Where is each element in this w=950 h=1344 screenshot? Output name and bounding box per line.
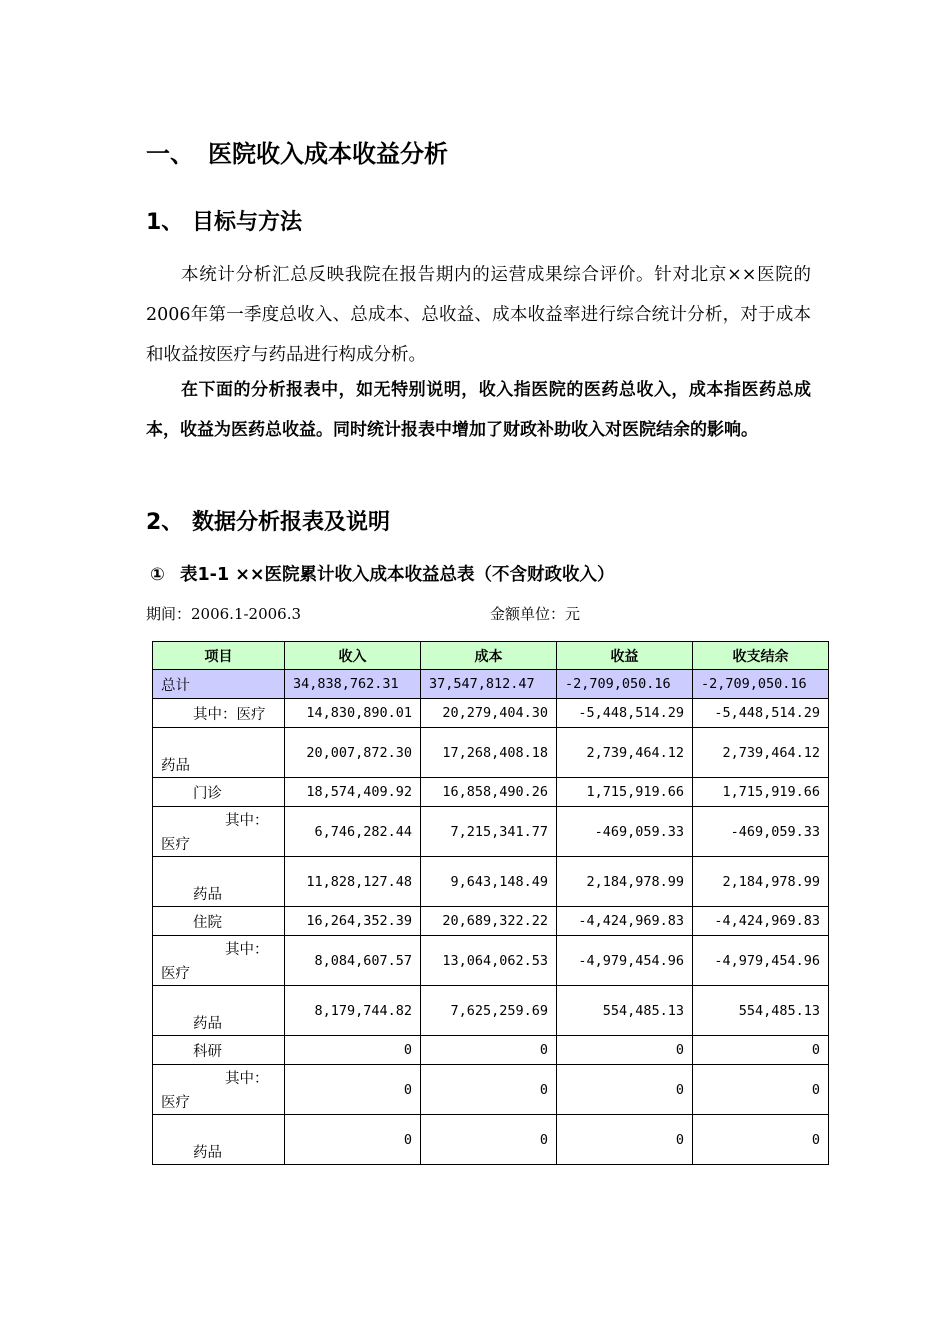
cell-profit: 2,739,464.12 (557, 728, 693, 778)
cell-cost: 0 (421, 1036, 557, 1065)
section-number: 一、 (146, 140, 194, 168)
cell-income: 6,746,282.44 (285, 807, 421, 857)
table-caption (150, 561, 615, 586)
cell-cost: 0 (421, 1065, 557, 1115)
table-row (153, 857, 829, 907)
row-label-text: 总计 (161, 677, 190, 694)
subsection-heading-reports (146, 505, 390, 536)
row-label-text: 科研 (193, 1043, 222, 1060)
subsection-title: 数据分析报表及说明 (192, 510, 391, 535)
subsection-number: 2、 (146, 510, 184, 535)
row-label (153, 1065, 285, 1115)
row-label-text: 药品 (193, 1016, 222, 1032)
subsection-title: 目标与方法 (192, 210, 303, 235)
table-row (153, 1065, 829, 1115)
cell-cost: 7,215,341.77 (421, 807, 557, 857)
unit-label: 金额单位：元 (490, 605, 581, 623)
cell-income: 34,838,762.31 (285, 670, 421, 699)
cell-balance: -469,059.33 (693, 807, 829, 857)
cell-income: 0 (285, 1036, 421, 1065)
cell-income: 14,830,890.01 (285, 699, 421, 728)
row-label (153, 807, 285, 857)
row-label-text: 其中： (225, 1071, 269, 1087)
section-title: 医院收入成本收益分析 (208, 140, 448, 168)
cell-cost: 20,279,404.30 (421, 699, 557, 728)
cell-income: 0 (285, 1065, 421, 1115)
row-label (153, 857, 285, 907)
header-income: 收入 (285, 642, 421, 670)
table-row (153, 986, 829, 1036)
row-label-text: 其中： (225, 942, 269, 958)
cell-income: 20,007,872.30 (285, 728, 421, 778)
subsection-number: 1、 (146, 210, 184, 235)
cell-cost: 17,268,408.18 (421, 728, 557, 778)
cell-income: 8,179,744.82 (285, 986, 421, 1036)
cell-profit: 0 (557, 1115, 693, 1165)
caption-marker: ① (150, 565, 165, 585)
cell-cost: 7,625,259.69 (421, 986, 557, 1036)
cell-balance: -4,424,969.83 (693, 907, 829, 936)
cell-profit: 0 (557, 1036, 693, 1065)
row-label-text: 药品 (193, 887, 222, 903)
cell-balance: 0 (693, 1065, 829, 1115)
cell-income: 16,264,352.39 (285, 907, 421, 936)
row-label (153, 907, 285, 936)
row-label-text: 其中：医疗 (193, 706, 266, 723)
cell-balance: 2,184,978.99 (693, 857, 829, 907)
section-heading (146, 134, 448, 169)
cell-cost: 0 (421, 1115, 557, 1165)
summary-table (152, 641, 829, 1165)
definition-paragraph: 在下面的分析报表中，如无特别说明，收入指医院的医药总收入，成本指医药总成本，收益为医药总收益。同时统计报表中增加了财政补助收入对医院结余的影响。 (146, 380, 811, 440)
caption-text: 表1-1 ××医院累计收入成本收益总表（不含财政收入） (180, 565, 615, 585)
subsection-heading-goals (146, 205, 302, 236)
cell-balance: -2,709,050.16 (693, 670, 829, 699)
cell-profit: -469,059.33 (557, 807, 693, 857)
header-profit: 收益 (557, 642, 693, 670)
table-header-row (153, 642, 829, 670)
table-row (153, 670, 829, 699)
table-row (153, 1036, 829, 1065)
row-label-text: 门诊 (193, 785, 222, 802)
row-label (153, 670, 285, 699)
cell-profit: -4,979,454.96 (557, 936, 693, 986)
row-label (153, 778, 285, 807)
cell-profit: -4,424,969.83 (557, 907, 693, 936)
header-cost: 成本 (421, 642, 557, 670)
table-row (153, 699, 829, 728)
row-label-text: 药品 (161, 758, 190, 774)
header-balance: 收支结余 (693, 642, 829, 670)
row-label (153, 986, 285, 1036)
cell-profit: -5,448,514.29 (557, 699, 693, 728)
cell-income: 18,574,409.92 (285, 778, 421, 807)
cell-profit: -2,709,050.16 (557, 670, 693, 699)
cell-profit: 0 (557, 1065, 693, 1115)
table-row (153, 907, 829, 936)
row-label (153, 1036, 285, 1065)
row-label (153, 699, 285, 728)
table-row (153, 936, 829, 986)
cell-cost: 16,858,490.26 (421, 778, 557, 807)
table-row (153, 728, 829, 778)
cell-cost: 9,643,148.49 (421, 857, 557, 907)
cell-balance: -5,448,514.29 (693, 699, 829, 728)
cell-balance: 1,715,919.66 (693, 778, 829, 807)
row-label-text: 其中： (225, 813, 269, 829)
row-label-text: 药品 (193, 1145, 222, 1161)
cell-balance: 0 (693, 1036, 829, 1065)
cell-balance: -4,979,454.96 (693, 936, 829, 986)
table-row (153, 778, 829, 807)
row-label-subtext: 医疗 (161, 837, 190, 853)
row-label (153, 936, 285, 986)
cell-cost: 37,547,812.47 (421, 670, 557, 699)
intro-paragraph: 本统计分析汇总反映我院在报告期内的运营成果综合评价。针对北京××医院的2006年第一季度总收入、总成本、总收益、成本收益率进行综合统计分析，对于成本和收益按医疗与药品进行构成分析。 (146, 265, 811, 365)
cell-cost: 13,064,062.53 (421, 936, 557, 986)
table-row (153, 807, 829, 857)
row-label (153, 1115, 285, 1165)
cell-income: 0 (285, 1115, 421, 1165)
cell-balance: 2,739,464.12 (693, 728, 829, 778)
cell-profit: 2,184,978.99 (557, 857, 693, 907)
table-row (153, 1115, 829, 1165)
row-label (153, 728, 285, 778)
row-label-text: 住院 (193, 914, 222, 931)
cell-income: 11,828,127.48 (285, 857, 421, 907)
row-label-subtext: 医疗 (161, 966, 190, 982)
cell-cost: 20,689,322.22 (421, 907, 557, 936)
cell-balance: 554,485.13 (693, 986, 829, 1036)
row-label-subtext: 医疗 (161, 1095, 190, 1111)
cell-income: 8,084,607.57 (285, 936, 421, 986)
cell-profit: 1,715,919.66 (557, 778, 693, 807)
cell-profit: 554,485.13 (557, 986, 693, 1036)
period-label: 期间：2006.1-2006.3 (146, 605, 302, 623)
cell-balance: 0 (693, 1115, 829, 1165)
header-item: 项目 (153, 642, 285, 670)
